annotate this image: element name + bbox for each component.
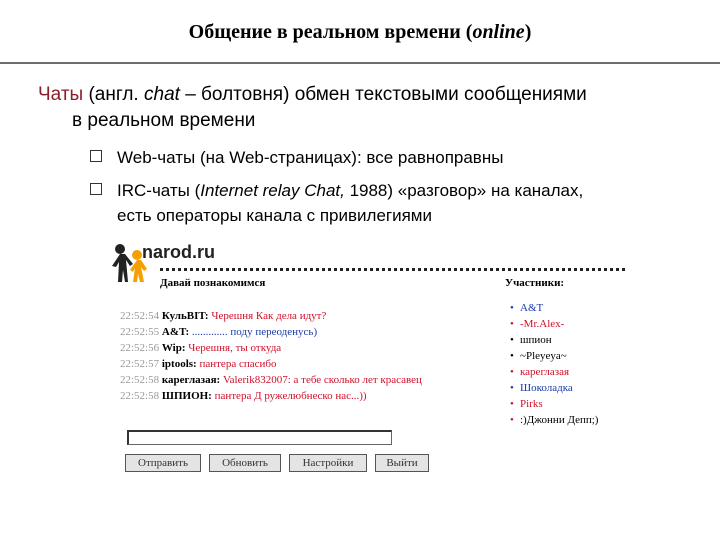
message-row: 22:52:58 ШПИОН: пантера Д ружелюбнеcко нас...)) (120, 390, 367, 402)
participant-item[interactable]: • -Mr.Alex- (510, 318, 565, 330)
settings-button[interactable]: Настройки (289, 454, 367, 472)
definition-paragraph: Чаты (англ. chat – болтовня) обмен текстовыми сообщениями в реальном времени (38, 84, 587, 131)
participant-item[interactable]: • Шоколадка (510, 382, 573, 394)
bullet-icon: • (510, 350, 514, 362)
participant-list (510, 300, 598, 428)
participant-item[interactable]: • Pirks (510, 398, 543, 410)
chat-buttons (125, 453, 433, 472)
message-input[interactable] (127, 430, 392, 445)
message-row: 22:52:56 Wip: Черешня, ты откуда (120, 342, 282, 354)
slide-title: Общение в реальном времени (online) (188, 21, 532, 43)
message-list (120, 308, 422, 404)
message-row: 22:52:55 A&T: ............. поду переоденусь) (120, 326, 318, 338)
message-row: 22:52:57 iptools: пантера спасибо (120, 358, 277, 370)
title-divider (0, 62, 720, 64)
logo-text: narod.ru (142, 242, 216, 262)
bullet-web-chats: Web-чаты (на Web-страницах): все равноправны (90, 145, 690, 170)
dotted-divider (160, 268, 625, 271)
refresh-button[interactable]: Обновить (209, 454, 281, 472)
participant-item[interactable]: • A&T (510, 302, 544, 314)
participant-item[interactable]: • ~Pleyeya~ (510, 350, 567, 362)
message-row: 22:52:58 кареглазая: Valerik832007: а тебе сколько лет красавец (120, 374, 422, 386)
send-button[interactable]: Отправить (125, 454, 201, 472)
checkbox-bullet-icon (90, 183, 102, 195)
participants-title: Участники: (505, 277, 565, 289)
exit-button[interactable]: Выйти (375, 454, 429, 472)
participant-item[interactable]: • шпион (510, 334, 552, 346)
bullet-icon: • (510, 398, 514, 410)
checkbox-bullet-icon (90, 150, 102, 162)
bullet-icon: • (510, 334, 514, 346)
message-row: 22:52:54 КульBIT: Черешня Как дела идут? (120, 310, 327, 322)
bullet-icon: • (510, 318, 514, 330)
participant-item[interactable]: • кареглазая (510, 366, 570, 378)
bullet-icon: • (510, 382, 514, 394)
chat-room-title: Давай познакомимся (160, 277, 266, 289)
bullet-icon: • (510, 302, 514, 314)
participant-item[interactable]: • :)Джонни Депп;) (510, 414, 599, 426)
bullet-icon: • (510, 414, 514, 426)
chat-screenshot (100, 240, 640, 480)
bullet-irc-chats: IRC-чаты (Internet relay Chat, 1988) «разговор» на каналах, есть операторы канала с привилегиями (90, 178, 690, 228)
bullet-icon: • (510, 366, 514, 378)
term-chats: Чаты (38, 84, 84, 105)
